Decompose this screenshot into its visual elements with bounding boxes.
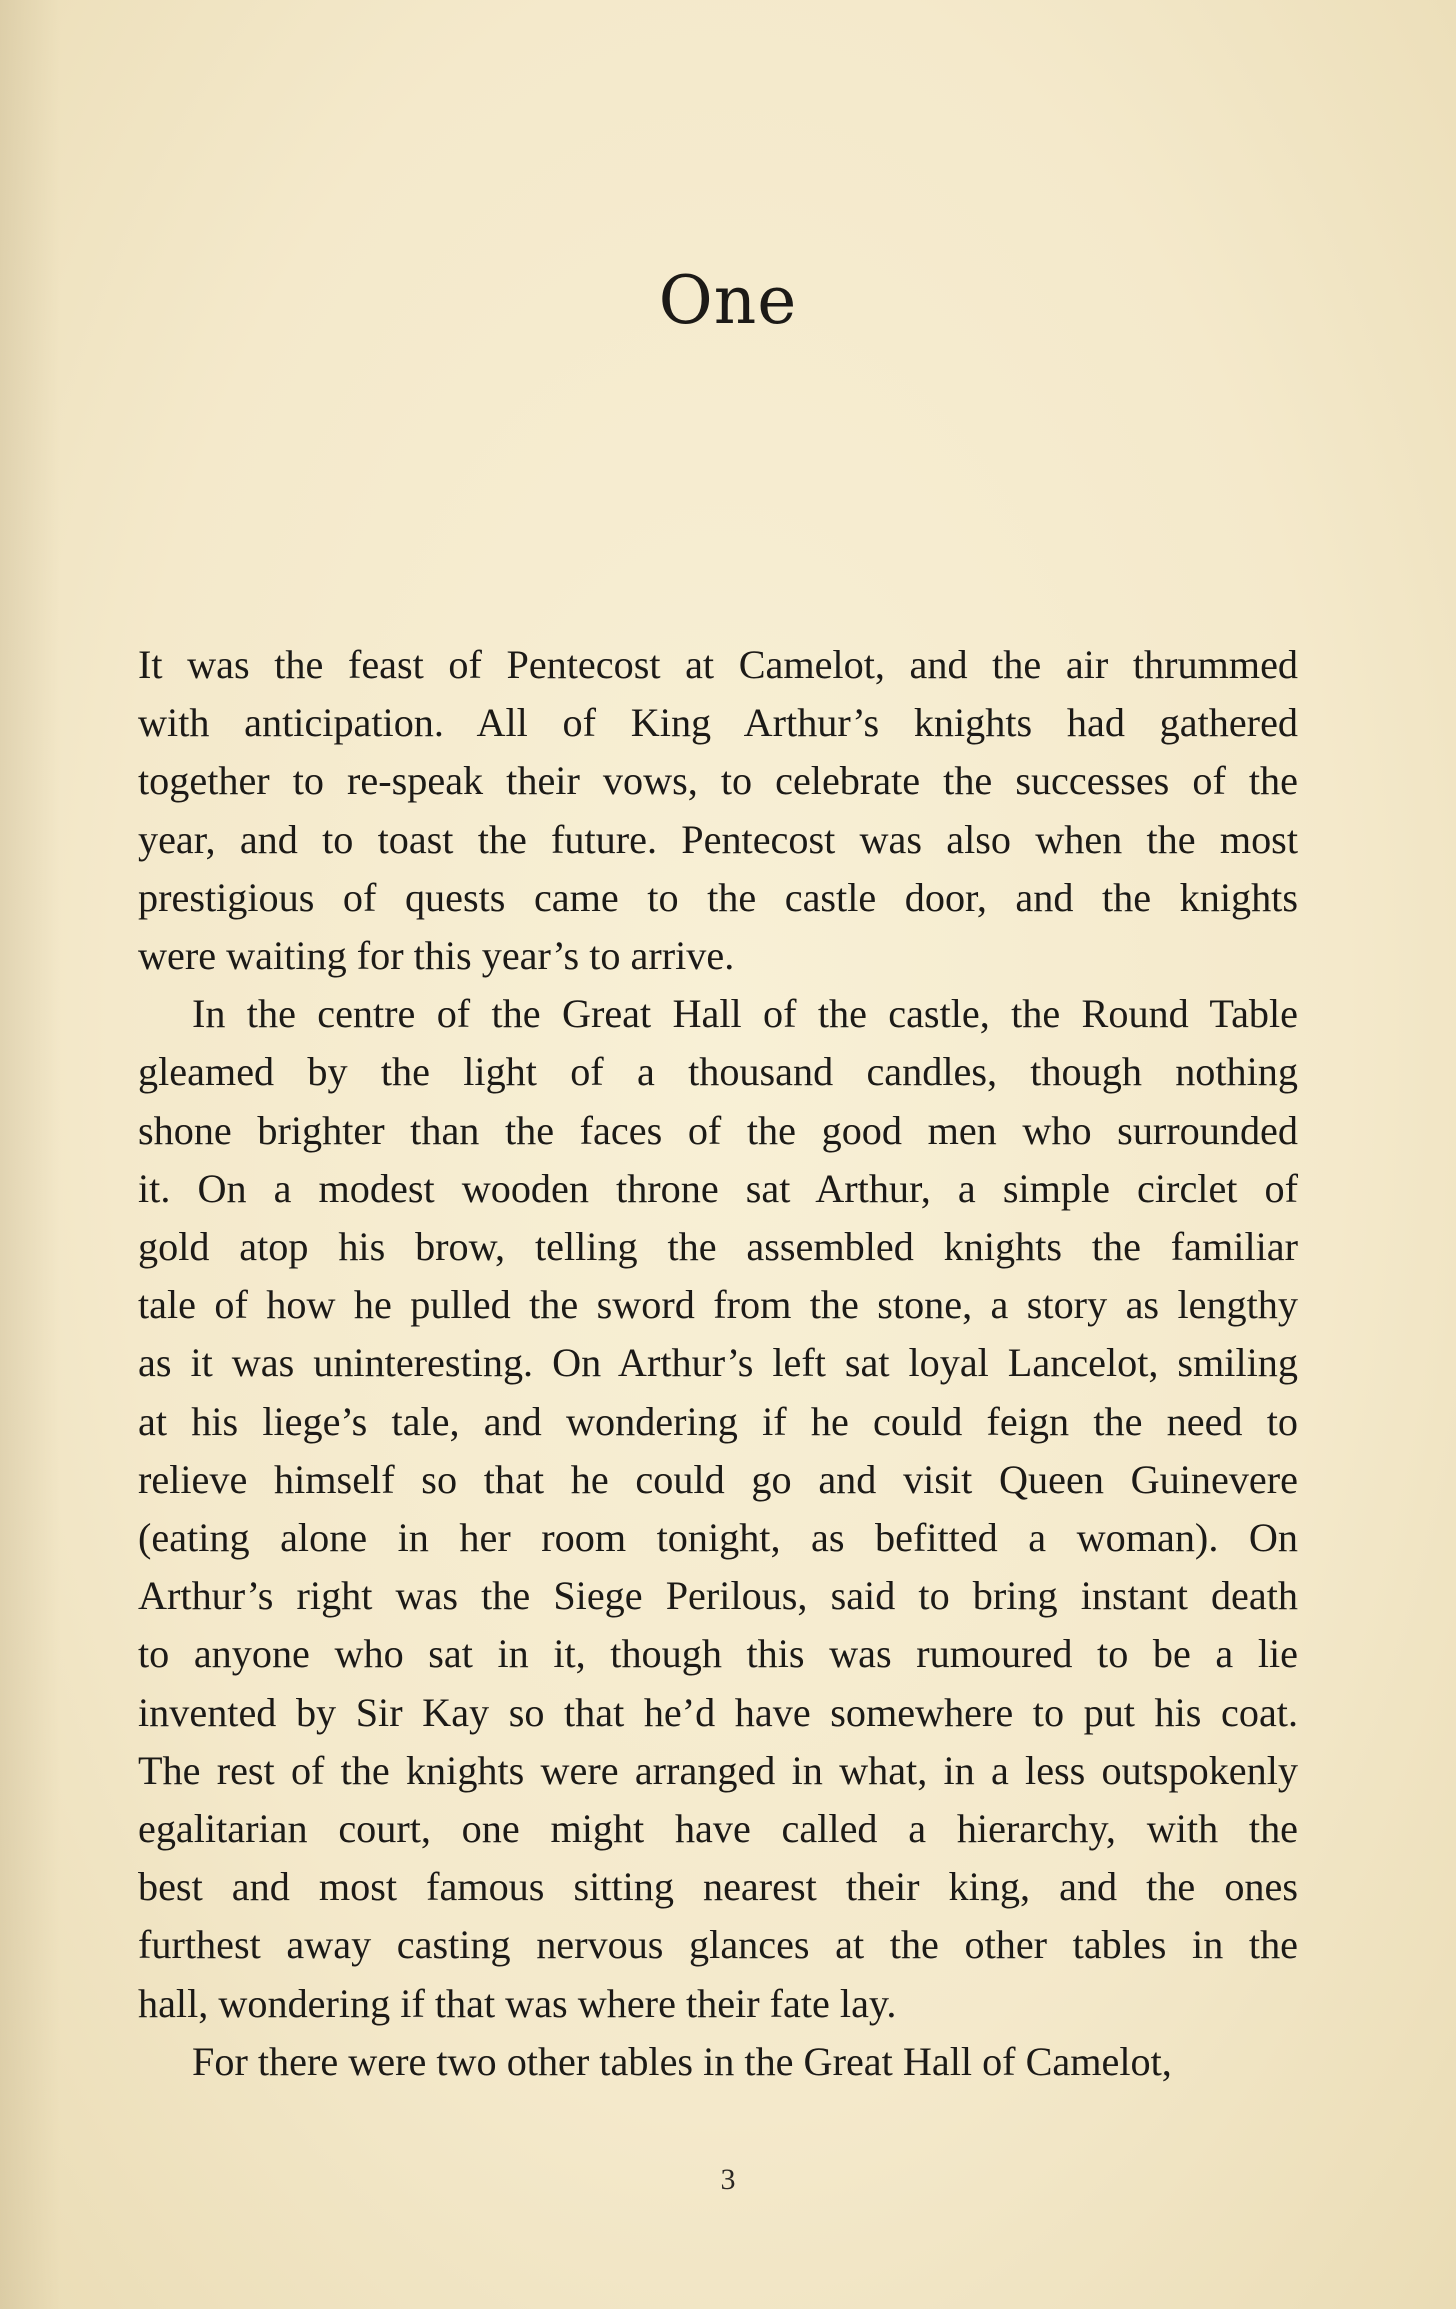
chapter-title: One bbox=[658, 262, 798, 339]
text-line: Arthur’s right was the Siege Perilous, said to bring instant death bbox=[138, 1573, 1298, 1619]
text-line: at his liege’s tale, and wondering if he could feign the need to bbox=[138, 1398, 1298, 1444]
paragraph-1 bbox=[138, 636, 1298, 985]
text-line: shone brighter than the faces of the good men who surrounded bbox=[138, 1107, 1298, 1153]
body-text bbox=[138, 636, 1298, 2091]
page-number: 3 bbox=[720, 2163, 736, 2196]
text-line: hall, wondering if that was where their fate lay. bbox=[138, 1980, 897, 2026]
text-line: In the centre of the Great Hall of the castle, the Round Table bbox=[192, 991, 1298, 1037]
text-line: (eating alone in her room tonight, as befitted a woman). On bbox=[138, 1515, 1298, 1561]
text-line: The rest of the knights were arranged in what, in a less outspokenly bbox=[138, 1747, 1298, 1793]
text-line: it. On a modest wooden throne sat Arthur, a simple circlet of bbox=[138, 1165, 1298, 1211]
text-line: best and most famous sitting nearest their king, and the ones bbox=[138, 1864, 1298, 1910]
text-line: gleamed by the light of a thousand candles, though nothing bbox=[138, 1049, 1298, 1095]
text-line: For there were two other tables in the Great Hall of Camelot, bbox=[192, 2038, 1172, 2084]
text-line: invented by Sir Kay so that he’d have somewhere to put his coat. bbox=[138, 1689, 1298, 1735]
text-line: year, and to toast the future. Pentecost was also when the most bbox=[138, 816, 1298, 862]
text-line: with anticipation. All of King Arthur’s knights had gathered bbox=[138, 700, 1298, 746]
text-line: to anyone who sat in it, though this was rumoured to be a lie bbox=[138, 1631, 1298, 1677]
text-line: tale of how he pulled the sword from the stone, a story as lengthy bbox=[138, 1282, 1298, 1328]
text-line: egalitarian court, one might have called a hierarchy, with the bbox=[138, 1806, 1298, 1852]
text-line: were waiting for this year’s to arrive. bbox=[138, 933, 735, 979]
text-line: It was the feast of Pentecost at Camelot, and the air thrummed bbox=[138, 642, 1298, 687]
page-fold-shadow bbox=[0, 0, 60, 2309]
text-line: prestigious of quests came to the castle door, and the knights bbox=[138, 874, 1298, 920]
text-line: gold atop his brow, telling the assembled knights the familiar bbox=[138, 1224, 1298, 1270]
text-line: together to re-speak their vows, to celebrate the successes of the bbox=[138, 758, 1298, 804]
paragraph-3 bbox=[138, 2033, 1298, 2091]
text-line: as it was uninteresting. On Arthur’s left sat loyal Lancelot, smiling bbox=[138, 1340, 1298, 1386]
text-line: furthest away casting nervous glances at the other tables in the bbox=[138, 1922, 1298, 1968]
text-line: relieve himself so that he could go and visit Queen Guinevere bbox=[138, 1456, 1298, 1502]
paragraph-2 bbox=[138, 985, 1298, 2033]
